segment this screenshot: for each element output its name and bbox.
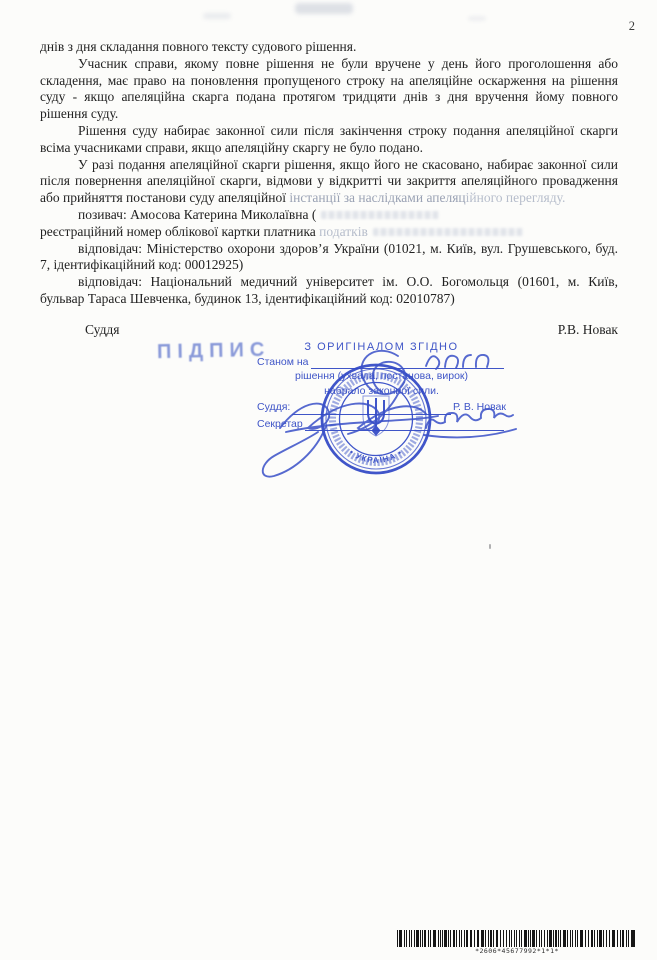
faded-text: інстанції за наслідками апеляц (289, 190, 466, 206)
redacted-text-smudge (321, 211, 439, 219)
scan-speck (489, 544, 491, 549)
paragraph-appeal-outcome (40, 157, 618, 207)
cert-judge-label: Суддя: (257, 401, 291, 413)
paragraph-appeal-right: Учасник справи, якому повне рішення не були вручене у день його проголошення або складення, має право на поновлення пропущеного строку на апеляційне оскарження на рішення суду - якщо апеляційна скарга подана протягом тридцяти днів з дня вручення йому повного рішення суду. (40, 55, 618, 122)
faded-text: ійного перегляду. (465, 190, 566, 206)
paragraph-text: У разі подання апеляційної скарги рішення, якщо його не скасовано, набирає законної сили після повернення апеляційної скарги, відмови у відкритті чи закриття апеляційного провадження або прийняття постанови суду апеляційної (40, 156, 618, 206)
cert-decision-line: рішення (ухвала, постанова, вирок) (294, 370, 469, 382)
seal-country-text: • УКРАЇНА • (347, 447, 405, 465)
podpys-stamp: ПІДПИС (156, 338, 271, 364)
signature-descender (263, 426, 326, 477)
judge-label: Суддя (85, 322, 120, 337)
faded-text: податків (319, 223, 368, 239)
respondent2-line: відповідач: Національний медичний університет ім. О.О. Богомольця (01601, м. Київ, бульвар Тараса Шевченка, будинок 13, ідентифікаційний код: 02010787) (40, 274, 618, 306)
redacted-text-smudge (373, 228, 523, 236)
secretary-signature (426, 409, 513, 428)
barcode-bars (397, 930, 637, 947)
judge-name: Р.В. Новак (557, 322, 618, 337)
respondent1-line: відповідач: Міністерство охорони здоров’я України (01021, м. Київ, вул. Грушевського, буд. 7, ідентифікаційний код: 00012925) (40, 240, 618, 273)
handwritten-signatures (230, 336, 530, 486)
page-number: 2 (628, 19, 635, 33)
plaintiff-text: позивач: Амосова Катерина Миколаївна ( (78, 206, 317, 222)
barcode (397, 930, 637, 955)
cert-judge-name: Р. В. Новак (452, 401, 506, 413)
scan-smudge (468, 16, 486, 21)
plaintiff-line (40, 207, 618, 224)
cert-force-line: набрало законної сили. (324, 384, 439, 397)
as-of-label: Станом на (257, 355, 309, 368)
document-body (40, 39, 618, 308)
scan-smudge (203, 13, 231, 19)
registry-text: реєстраційний номер облікової картки платника (40, 223, 320, 239)
cert-secretary-label: Секретар (257, 417, 303, 430)
barcode-text: *2606*45677992*1*1* (475, 947, 559, 955)
paragraph-continuation: днів з дня складання повного тексту судового рішення. (40, 39, 357, 54)
scan-smudge (295, 3, 353, 14)
paragraph-legal-force: Рішення суду набирає законної сили після закінчення строку подання апеляційної скарги всіма учасниками справи, якщо апеляційну скаргу не було подано. (40, 122, 618, 155)
secretary-underline (424, 429, 516, 437)
cert-title: З ОРИГІНАЛОМ ЗГІДНО (304, 341, 459, 353)
registry-line (40, 224, 618, 241)
judge-signature-scrawl (280, 404, 426, 430)
signature-downstroke (348, 390, 400, 434)
signature-flourish (362, 351, 406, 394)
handwritten-date (426, 355, 488, 369)
